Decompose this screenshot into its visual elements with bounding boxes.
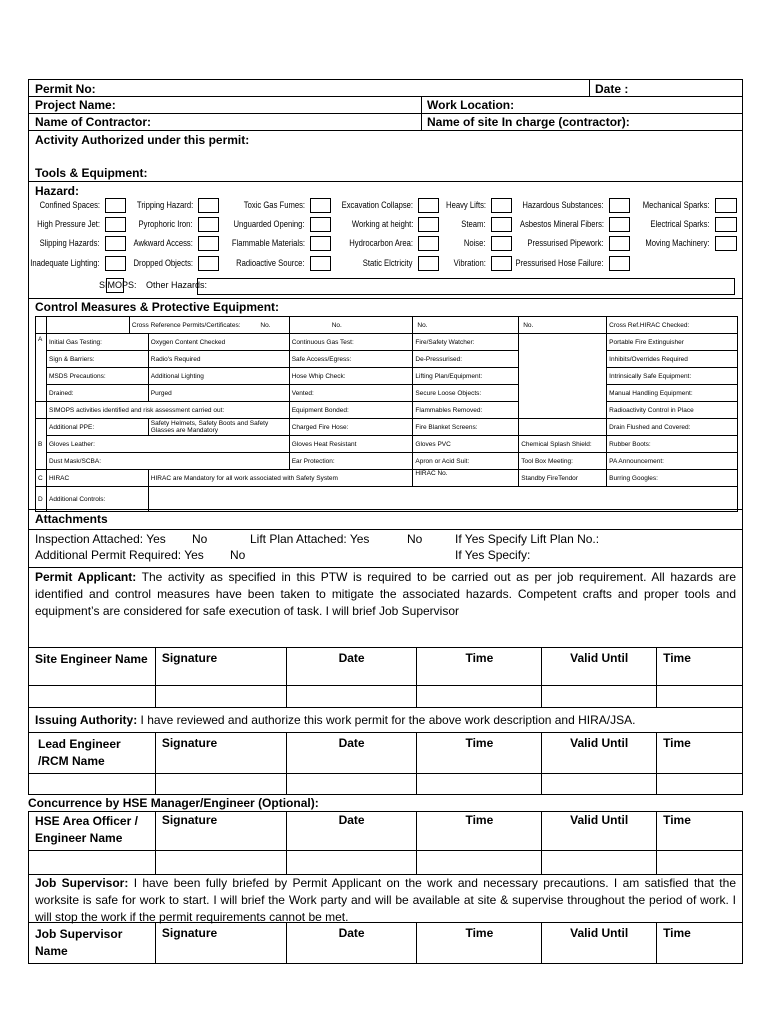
hazard-checkbox[interactable] [198,217,219,232]
date-label: Date : [595,82,629,96]
lead-engineer-signature-field[interactable] [155,773,286,794]
hazard-label: Unguarded Opening: [233,219,305,229]
hazard-label: Asbestos Mineral Fibers: [519,219,604,229]
col-signature: Signature [155,811,286,850]
hazard-label: Dropped Objects: [133,258,193,268]
col-valid-until: Valid Until [542,923,657,964]
a-row-1 [36,334,738,351]
ref-no-1: No. [260,321,271,329]
hazard-label: Mechanical Sparks: [643,200,710,210]
hazard-checkbox[interactable] [609,217,630,232]
hazard-checkbox[interactable] [198,236,219,251]
hazard-label: Inadequate Lighting: [30,258,100,268]
a-cell: Radio's Required [148,351,289,368]
hazard-checkbox[interactable] [418,236,439,251]
applicant-text: The activity as specified in this PTW is required to be carried out as per job requirement. All hazards are identified and control measures have been taken to mitigate the associated hazards. Competent crafts and proper tools and equipment’s are considered for safe execution of task. I will brief Job Supervisor [35,570,737,618]
hse-officer-label: HSE Area Officer / Engineer Name [29,811,156,850]
hazard-title: Hazard: [35,184,80,198]
a-cell: Vented: [289,385,413,402]
a-cell: Oxygen Content Checked [148,334,289,351]
ref-permits-label: Cross Reference Permits/Certificates: [131,321,241,329]
b-cell: Gloves Leather: [46,436,289,453]
hazard-checkbox[interactable] [609,198,630,213]
a-row-4 [36,385,738,402]
contractor-row [28,114,743,131]
b-cell: Fire Blanket Screens: [413,419,519,436]
hazard-label: Electrical Sparks: [650,219,710,229]
hazard-label: Radioactive Source: [236,258,305,268]
hazard-checkbox[interactable] [609,256,630,271]
hazard-checkbox[interactable] [105,217,126,232]
col-date: Date [286,648,417,685]
hazard-checkbox[interactable] [105,198,126,213]
lift-plan-specify: If Yes Specify Lift Plan No.: [455,532,600,546]
b-cell: Gloves PVC [413,436,519,453]
lead-engineer-time2-field[interactable] [657,773,743,794]
col-signature: Signature [155,923,286,964]
b-cell: Rubber Boots: [607,436,738,453]
b-cell: Chemical Splash Shield: [519,436,607,453]
hse-officer-signature-field[interactable] [155,850,286,874]
a-cell: Drained: [46,385,148,402]
a-cell: Inhibits/Overrides Required [607,351,738,368]
b-row-2 [36,436,738,453]
issuing-label: Issuing Authority: [35,712,138,727]
site-engineer-label: Site Engineer Name [29,648,156,685]
applicant-section [28,568,743,648]
supervisor-text: I have been fully briefed by Permit Applicant on the work and necessary precautions. I am satisfied that the worksite is safe for work to start. I will brief the Work party and will be available at site & supervise throughout the period of work. I will stop the work if the permit requirements cannot be met. [35,875,736,924]
a-row-3 [36,368,738,385]
supervisor-section [28,875,743,923]
hazard-label: Steam: [461,219,486,229]
section-a-letter: A [38,336,43,343]
hazard-label: Excavation Collapse: [341,200,413,210]
section-c-letter: C [38,474,43,482]
concurrence-label: Concurrence by HSE Manager/Engineer (Optional): [28,795,319,810]
hazard-label: Noise: [464,238,486,248]
hazard-label: Tripping Hazard: [136,200,193,210]
hazard-checkbox[interactable] [609,236,630,251]
b-row-3 [36,453,738,470]
hse-officer-time-field[interactable] [417,850,542,874]
ref-row [36,317,738,334]
c-cell: Standby FireTendor [519,470,607,487]
simops-row [36,402,738,419]
a-cell: Safe Access/Egress: [289,351,413,368]
simops-cell: SIMOPS activities identified and risk assessment carried out: [46,402,289,419]
simops-cell: Radioactivity Control in Place [607,402,738,419]
supervisor-label: Job Supervisor: [35,875,129,890]
hazard-checkbox[interactable] [105,256,126,271]
b-cell: Drain Flushed and Covered: [607,419,738,436]
hazard-label: Static Elctricity [363,258,413,268]
supervisor-table [28,923,743,964]
hazard-checkbox[interactable] [715,198,737,213]
contractor-label: Name of Contractor: [35,115,152,129]
site-engineer-signature-field[interactable] [155,685,286,707]
a-cell: Sign & Barriers: [46,351,148,368]
hazard-label: High Pressure Jet: [37,219,100,229]
hazard-checkbox[interactable] [491,236,512,251]
hse-officer-name-field[interactable] [29,850,156,874]
b-cell: Apron or Acid Suit: [413,453,519,470]
hazard-label: Slipping Hazards: [40,238,100,248]
permit-no-row [28,79,743,97]
c-row [36,470,738,487]
a-cell: Manual Handling Equipment: [607,385,738,402]
hse-officer-table [28,811,743,875]
ref-no-3: No. [417,321,428,329]
hazard-label: Toxic Gas Fumes: [243,200,305,210]
col-time-2: Time [657,811,743,850]
b-cell: Tool Box Meeting: [519,453,607,470]
simops-cell: Flammables Removed: [413,402,519,419]
hazard-checkbox[interactable] [310,217,331,232]
a-cell: De-Pressurised: [413,351,519,368]
col-time: Time [417,811,542,850]
lead-engineer-time-field[interactable] [417,773,542,794]
control-table [35,316,738,512]
site-engineer-valid-field[interactable] [542,685,657,707]
b-cell: Safety Helmets, Safety Boots and Safety Glasses are Mandatory [148,419,289,436]
a-cell: Continuous Gas Test: [289,334,413,351]
hazard-simops-checkbox[interactable] [106,278,124,293]
a-cell: Additional Lighting [148,368,289,385]
concurrence-row [28,795,743,811]
col-time: Time [417,923,542,964]
permit-no-label: Permit No: [35,82,96,96]
applicant-label: Permit Applicant: [35,570,137,584]
col-time: Time [417,733,542,774]
additional-permit-yes[interactable]: Additional Permit Required: Yes [35,548,204,562]
hse-officer-date-field[interactable] [286,850,417,874]
hazard-label: Confined Spaces: [39,200,100,210]
b-cell: Gloves Heat Resistant [289,436,413,453]
issuing-section [28,708,743,733]
a-cell: Hose Whip Check: [289,368,413,385]
col-time-2: Time [657,733,743,774]
control-section [28,299,743,510]
lift-plan-no[interactable]: No [407,532,423,546]
hazard-label: Pyrophoric Iron: [138,219,193,229]
hazard-checkbox[interactable] [418,198,439,213]
hazard-label: Heavy Lifts: [446,200,486,210]
c-cell: HIRAC are Mandatory for all work associated with Safety System [148,470,413,487]
hse-officer-valid-field[interactable] [542,850,657,874]
supervisor-name-label: Job Supervisor Name [29,923,156,964]
additional-specify: If Yes Specify: [455,548,531,562]
site-engineer-table [28,648,743,708]
hazard-checkbox[interactable] [105,236,126,251]
hazard-checkbox[interactable] [418,217,439,232]
activity-row [28,131,743,182]
col-valid-until: Valid Until [542,733,657,774]
site-engineer-time-field[interactable] [417,685,542,707]
ref-hirac-label: Cross Ref.HIRAC Checked: [609,321,690,329]
col-time-2: Time [657,923,743,964]
hazard-checkbox[interactable] [198,198,219,213]
col-date: Date [286,811,417,850]
hazard-label: Hazardous Substances: [522,200,604,210]
hazard-checkbox[interactable] [418,256,439,271]
hazard-checkbox[interactable] [491,256,512,271]
attachments-body [28,530,743,568]
d-row [36,487,738,512]
hazard-checkbox[interactable] [491,198,512,213]
a-cell: Portable Fire Extinguisher [607,334,738,351]
b-cell: Ear Protection: [289,453,413,470]
ref-no-4: No. [523,321,534,329]
hazard-label: Pressurised Hose Failure: [515,258,604,268]
additional-controls-field[interactable] [148,487,737,512]
a-cell: Initial Gas Testing: [46,334,148,351]
col-date: Date [286,733,417,774]
lead-engineer-date-field[interactable] [286,773,417,794]
simops-cell: Equipment Bonded: [289,402,413,419]
col-valid-until: Valid Until [542,811,657,850]
issuing-text: I have reviewed and authorize this work permit for the above work description and HIRA/JSA. [137,712,636,727]
col-time-2: Time [657,648,743,685]
lift-plan-yes[interactable]: Lift Plan Attached: Yes [250,532,370,546]
site-in-charge-label: Name of site In charge (contractor): [427,115,630,129]
lead-engineer-valid-field[interactable] [542,773,657,794]
hazard-label: Moving Machinery: [645,238,710,248]
hazard-label: Pressurised Pipework: [527,238,604,248]
attachments-title: Attachments [35,512,108,526]
tools-label: Tools & Equipment: [35,166,148,180]
col-signature: Signature [155,733,286,774]
lead-engineer-label: Lead Engineer /RCM Name [29,733,156,774]
hazard-checkbox[interactable] [715,217,737,232]
activity-label: Activity Authorized under this permit: [35,133,250,147]
other-hazards-input[interactable] [197,278,735,295]
additional-permit-no[interactable]: No [230,548,246,562]
inspection-no[interactable]: No [192,532,208,546]
hazard-checkbox[interactable] [198,256,219,271]
hazard-simops-label: SIMOPS: [99,280,137,290]
hazard-checkbox[interactable] [715,236,737,251]
project-name-label: Project Name: [35,98,116,112]
hazard-label: Vibration: [453,258,486,268]
site-engineer-time2-field[interactable] [657,685,743,707]
hazard-other-label: Other Hazards: [146,280,208,290]
section-b-letter: B [38,440,43,448]
b-row-1 [36,419,738,436]
control-title: Control Measures & Protective Equipment: [35,300,280,314]
col-time: Time [417,648,542,685]
col-valid-until: Valid Until [542,648,657,685]
hazard-label: Flammable Materials: [231,238,305,248]
attachments-header [28,510,743,530]
b-cell: Charged Fire Hose: [289,419,413,436]
hazard-section [28,182,743,299]
section-d-letter: D [38,495,43,503]
a-cell: Secure Loose Objects: [413,385,519,402]
c-cell: Burring Googles: [607,470,738,487]
site-engineer-name-field[interactable] [29,685,156,707]
a-cell: Fire/Safety Watcher: [413,334,519,351]
hazard-checkbox[interactable] [310,256,331,271]
b-cell: PA Announcement: [607,453,738,470]
a-cell: Lifting Plan/Equipment: [413,368,519,385]
work-location-label: Work Location: [427,98,515,112]
c-cell: HIRAC No. [413,470,519,487]
b-cell: Additional PPE: [46,419,148,436]
hazard-checkbox[interactable] [310,198,331,213]
project-row [28,97,743,114]
hse-officer-time2-field[interactable] [657,850,743,874]
hazard-checkbox[interactable] [310,236,331,251]
a-row-2 [36,351,738,368]
col-signature: Signature [155,648,286,685]
permit-form [28,79,743,964]
hazard-checkbox[interactable] [491,217,512,232]
ref-no-2: No. [331,321,342,329]
site-engineer-date-field[interactable] [286,685,417,707]
hazard-label: Working at height: [351,219,413,229]
col-date: Date [286,923,417,964]
inspection-yes[interactable]: Inspection Attached: Yes [35,532,166,546]
a-cell: Purged [148,385,289,402]
c-cell: HIRAC [46,470,148,487]
b-cell: Dust Mask/SCBA: [46,453,289,470]
lead-engineer-table [28,733,743,795]
d-cell: Additional Controls: [46,487,148,512]
hazard-label: Awkward Access: [133,238,193,248]
hazard-label: Hydrocarbon Area: [349,238,413,248]
lead-engineer-name-field[interactable] [29,773,156,794]
a-cell: Intrinsically Safe Equipment: [607,368,738,385]
a-cell: MSDS Precautions: [46,368,148,385]
